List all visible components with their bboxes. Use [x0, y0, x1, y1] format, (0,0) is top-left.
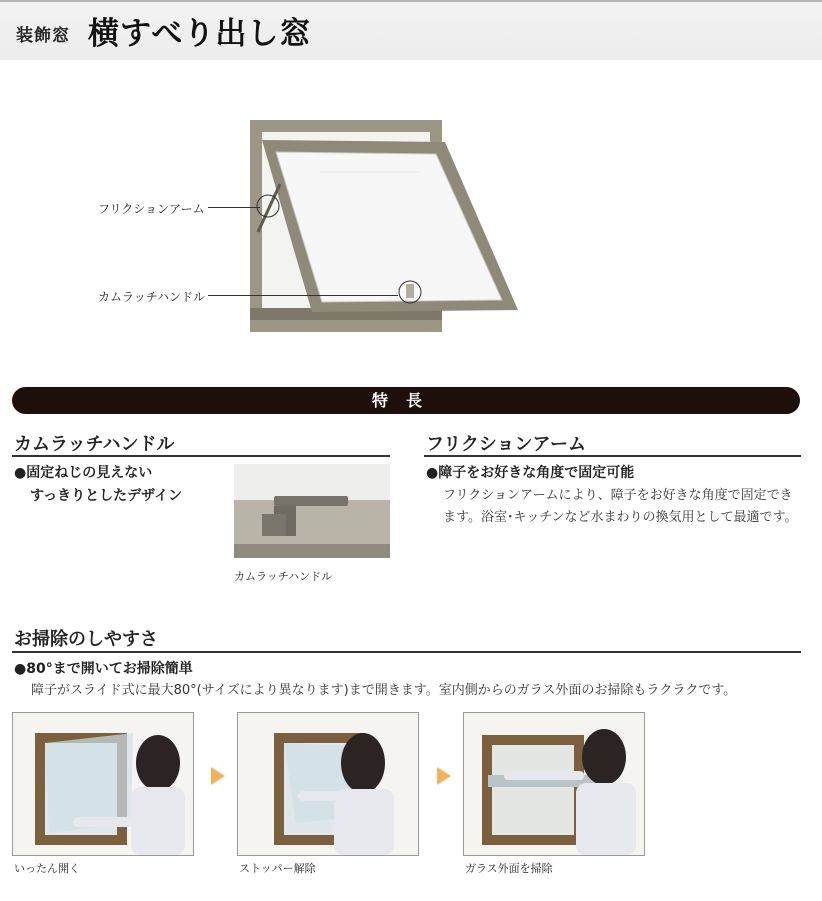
cleaning-bullet: ●80°まで開いてお掃除簡単: [14, 661, 193, 677]
friction-arm-body-2: ます。浴室･キッチンなど水まわりの換気用として最適です。: [443, 510, 798, 525]
cam-latch-bullet-1: ●固定ねじの見えない: [14, 465, 153, 481]
category-label: 装飾窓: [16, 26, 70, 46]
step-arrow-2: [437, 767, 451, 785]
cam-latch-bullet-2: すっきりとしたデザイン: [30, 488, 183, 504]
step-caption-3: ガラス外面を掃除: [465, 862, 553, 875]
step-photo-stopper: [237, 712, 419, 856]
cam-latch-photo-caption: カムラッチハンドル: [234, 570, 333, 583]
cam-latch-heading: カムラッチハンドル: [14, 434, 175, 455]
step-caption-1: いったん開く: [14, 862, 80, 875]
cam-latch-photo: [234, 464, 390, 558]
step-photo-open: [12, 712, 194, 856]
cam-latch-rule: [12, 455, 390, 457]
callout-cam-latch: カムラッチハンドル: [98, 290, 206, 304]
features-bar: 特長: [12, 387, 800, 414]
page-header: [0, 0, 822, 60]
step-arrow-1: [211, 767, 225, 785]
callout-leader-handle: [208, 295, 398, 296]
step-caption-2: ストッパー解除: [239, 862, 316, 875]
cleaning-body: 障子がスライド式に最大80°(サイズにより異なります)まで開きます。室内側からのガラス外面のお掃除もラクラクです。: [31, 683, 737, 698]
friction-arm-body-1: フリクションアームにより、障子をお好きな角度で固定でき: [443, 488, 793, 503]
page-title: 横すべり出し窓: [88, 16, 312, 52]
window-illustration: [240, 112, 540, 342]
callout-leader-arm: [208, 207, 260, 208]
friction-arm-heading: フリクションアーム: [426, 434, 587, 455]
friction-arm-rule: [424, 455, 801, 457]
cleaning-rule: [12, 651, 801, 653]
callout-friction-arm: フリクションアーム: [98, 202, 205, 216]
friction-arm-bullet: ●障子をお好きな角度で固定可能: [426, 465, 635, 481]
cleaning-heading: お掃除のしやすさ: [14, 629, 158, 650]
step-photo-clean: [463, 712, 645, 856]
